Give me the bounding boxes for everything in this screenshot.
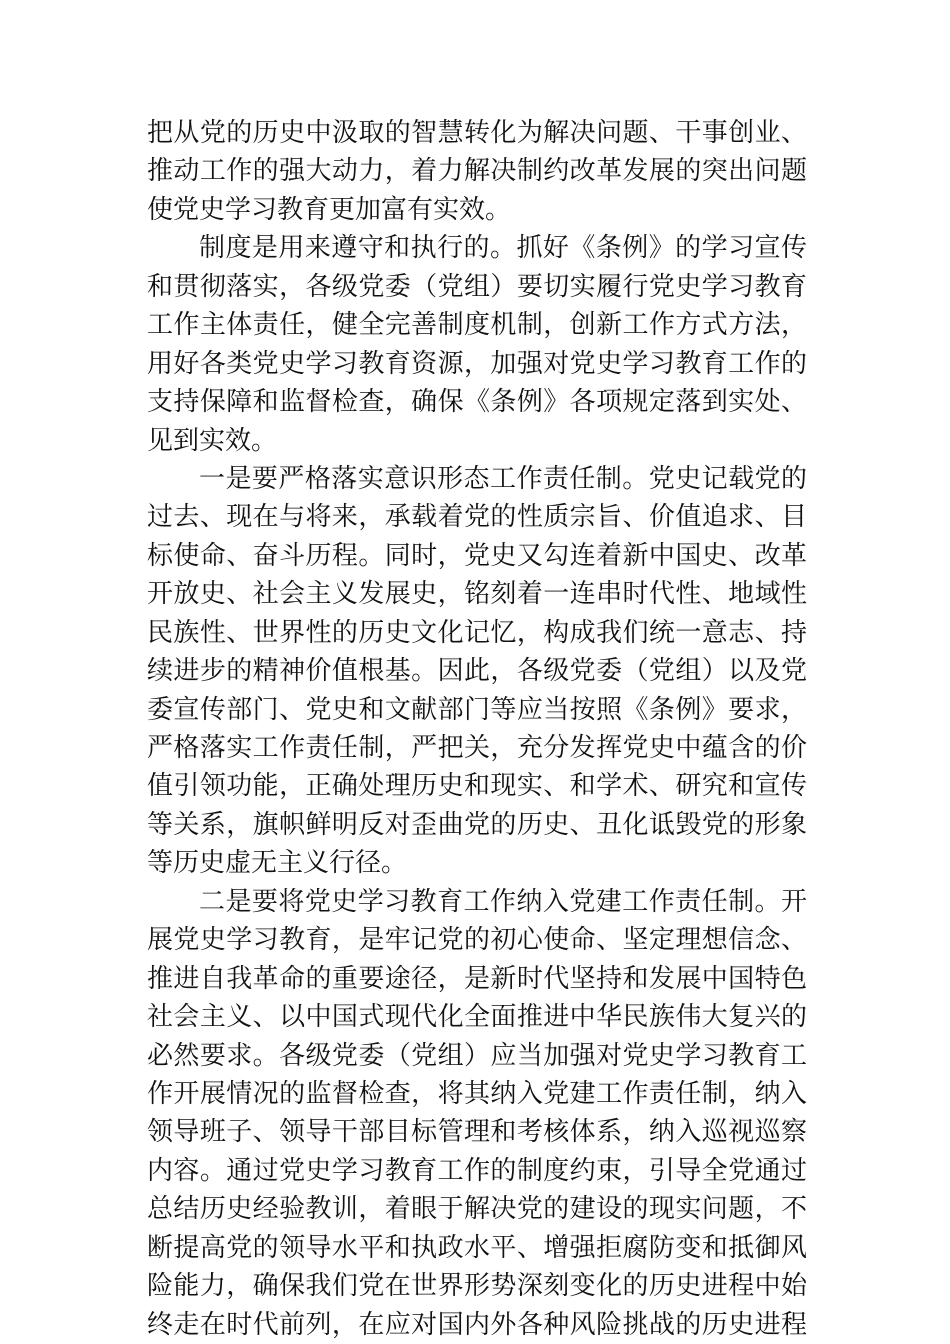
text-line: 用好各类党史学习教育资源，加强对党史学习教育工作的 [147, 348, 807, 379]
text-line: 开放史、社会主义发展史，铭刻着一连串时代性、地域性 [147, 579, 807, 610]
text-line: 社会主义、以中国式现代化全面推进中华民族伟大复兴的 [147, 1002, 807, 1033]
text-line: 工作主体责任，健全完善制度机制，创新工作方式方法， [147, 310, 807, 341]
document-page [147, 114, 807, 1344]
text-line: 断提高党的领导水平和执政水平、增强拒腐防变和抵御风 [147, 1232, 807, 1263]
text-line: 必然要求。各级党委（党组）应当加强对党史学习教育工 [147, 1040, 807, 1071]
text-line: 使党史学习教育更加富有实效。 [147, 194, 512, 225]
text-line: 把从党的历史中汲取的智慧转化为解决问题、干事创业、 [147, 118, 807, 148]
text-line: 和贯彻落实，各级党委（党组）要切实履行党史学习教育 [147, 271, 807, 302]
text-line: 过去、现在与将来，承载着党的性质宗旨、价值追求、目 [147, 502, 807, 533]
text-line: 领导班子、领导干部目标管理和考核体系，纳入巡视巡察 [147, 1117, 807, 1148]
text-line: 二是要将党史学习教育工作纳入党建工作责任制。开 [199, 886, 807, 917]
text-line: 终走在时代前列，在应对国内外各种风险挑战的历史进程 [147, 1309, 807, 1340]
text-line: 总结历史经验教训，着眼于解决党的建设的现实问题，不 [147, 1194, 807, 1225]
text-line: 推进自我革命的重要途径，是新时代坚持和发展中国特色 [147, 963, 807, 994]
text-line: 标使命、奋斗历程。同时，党史又勾连着新中国史、改革 [147, 540, 807, 571]
text-line: 一是要严格落实意识形态工作责任制。党史记载党的 [199, 463, 807, 494]
text-line: 内容。通过党史学习教育工作的制度约束，引导全党通过 [147, 1155, 807, 1186]
text-line: 值引领功能，正确处理历史和现实、和学术、研究和宣传 [147, 771, 807, 802]
text-line: 民族性、世界性的历史文化记忆，构成我们统一意志、持 [147, 617, 807, 648]
text-line: 制度是用来遵守和执行的。抓好《条例》的学习宣传 [199, 233, 807, 264]
text-line: 展党史学习教育，是牢记党的初心使命、坚定理想信念、 [147, 925, 807, 956]
text-line: 委宣传部门、党史和文献部门等应当按照《条例》要求， [147, 694, 807, 725]
text-line: 推动工作的强大动力，着力解决制约改革发展的突出问题 [147, 156, 807, 187]
text-line: 作开展情况的监督检查，将其纳入党建工作责任制，纳入 [147, 1078, 807, 1109]
text-line: 等关系，旗帜鲜明反对歪曲党的历史、丑化诋毁党的形象 [147, 809, 807, 840]
text-line: 险能力，确保我们党在世界形势深刻变化的历史进程中始 [147, 1271, 807, 1302]
text-line: 严格落实工作责任制，严把关，充分发挥党史中蕴含的价 [147, 733, 807, 763]
text-line: 等历史虚无主义行径。 [147, 848, 408, 879]
text-line: 支持保障和监督检查，确保《条例》各项规定落到实处、 [147, 387, 807, 418]
text-line: 续进步的精神价值根基。因此，各级党委（党组）以及党 [147, 656, 807, 687]
text-line: 见到实效。 [147, 425, 278, 456]
